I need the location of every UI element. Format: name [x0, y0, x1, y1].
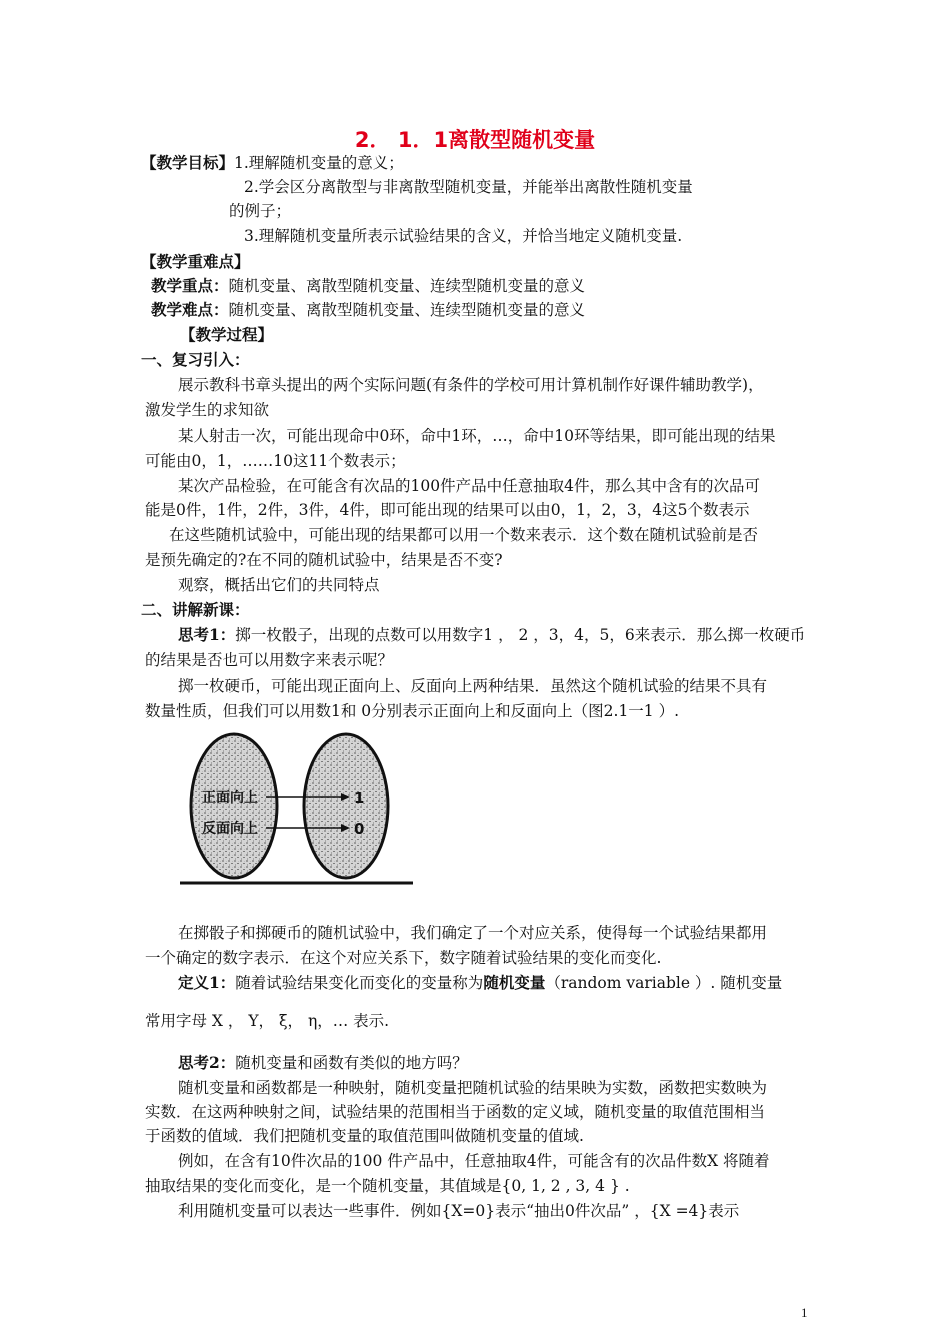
- paragraph: 观察，概括出它们的共同特点: [178, 576, 380, 594]
- paragraph: 掷一枚硬币，可能出现正面向上、反面向上两种结果．虽然这个随机试验的结果不具有: [178, 677, 768, 695]
- paragraph: 例如，在含有10件次品的100 件产品中，任意抽取4件，可能含有的次品件数X 将随着: [178, 1152, 770, 1170]
- focus-label: 教学重点：: [151, 276, 229, 295]
- paragraph: 能是0件，1件，2件，3件，4件，即可能出现的结果可以由0，1，2，3，4这5个数表示: [145, 501, 750, 519]
- focus-line: [151, 275, 585, 297]
- think1-line: [178, 624, 805, 646]
- outcome-ellipse: [191, 734, 277, 878]
- paragraph: 实数．在这两种映射之间，试验结果的范围相当于函数的定义域，随机变量的取值范围相当: [145, 1103, 766, 1121]
- objective-2a: 2.学会区分离散型与非离散型随机变量，并能举出离散性随机变量: [244, 178, 693, 196]
- difficulty-text: 随机变量、离散型随机变量、连续型随机变量的意义: [228, 301, 586, 319]
- paragraph: 随机变量和函数都是一种映射，随机变量把随机试验的结果映为实数，函数把实数映为: [178, 1079, 768, 1097]
- paragraph: 展示教科书章头提出的两个实际问题(有条件的学校可用计算机制作好课件辅助教学)，: [178, 376, 764, 394]
- paragraph: 抽取结果的变化而变化，是一个随机变量，其值域是{0, 1, 2 , 3, 4 } .: [145, 1177, 630, 1195]
- paragraph: 在掷骰子和掷硬币的随机试验中，我们确定了一个对应关系，使得每一个试验结果都用: [178, 924, 768, 942]
- paragraph: 的结果是否也可以用数字来表示呢？: [145, 651, 394, 669]
- paragraph: 某次产品检验，在可能含有次品的100件产品中任意抽取4件，那么其中含有的次品可: [178, 477, 760, 495]
- objectives-heading: 【教学目标】: [141, 153, 235, 172]
- focus-text: 随机变量、离散型随机变量、连续型随机变量的意义: [228, 277, 586, 295]
- paragraph: 利用随机变量可以表达一些事件．例如{X=0}表示“抽出0件次品” ，{X =4}表示: [178, 1202, 740, 1220]
- think2-label: 思考2：: [178, 1053, 236, 1072]
- think2-line: [178, 1052, 468, 1074]
- objective-3: 3.理解随机变量所表示试验结果的含义，并恰当地定义随机变量.: [244, 227, 683, 245]
- def1-term: 随机变量: [483, 973, 546, 992]
- process-heading: 【教学过程】: [180, 325, 274, 344]
- section1-heading: 一、复习引入：: [141, 350, 250, 369]
- paragraph: 常用字母 X ， Y， ξ， η，… 表示.: [145, 1012, 390, 1030]
- number-ellipse: [304, 734, 388, 878]
- objectives-line: [141, 152, 404, 174]
- def1-label: 定义1：: [178, 973, 236, 992]
- definition-1-line: [178, 972, 782, 994]
- difficulty-line: [151, 299, 585, 321]
- value-zero: 0: [354, 820, 365, 838]
- paragraph: 某人射击一次，可能出现命中0环，命中1环，…，命中10环等结果，即可能出现的结果: [178, 427, 776, 445]
- heads-label: 正面向上: [202, 790, 258, 806]
- think2-text: 随机变量和函数有类似的地方吗？: [235, 1054, 468, 1072]
- think1-label: 思考1：: [178, 625, 236, 644]
- paragraph: 数量性质，但我们可以用数1和 0分别表示正面向上和反面向上（图2.1一1 ）.: [145, 702, 680, 720]
- coin-mapping-figure: [180, 728, 420, 888]
- paragraph: 是预先确定的?在不同的随机试验中，结果是否不变?: [145, 551, 503, 569]
- page-title: 2． 1．1离散型随机变量: [354, 128, 596, 152]
- value-one: 1: [354, 789, 365, 807]
- paragraph: 可能由0，1，……10这11个数表示；: [145, 452, 406, 470]
- difficulty-label: 教学难点：: [151, 300, 229, 319]
- paragraph: 于函数的值域．我们把随机变量的取值范围叫做随机变量的值域.: [145, 1127, 584, 1145]
- section2-heading: 二、讲解新课：: [141, 600, 250, 619]
- page-number: 1: [801, 1305, 808, 1320]
- keypoints-heading: 【教学重难点】: [141, 252, 250, 271]
- def1-post: （random variable ）. 随机变量: [545, 974, 783, 992]
- paragraph: 一个确定的数字表示．在这个对应关系下，数字随着试验结果的变化而变化.: [145, 949, 662, 967]
- think1-text: 掷一枚骰子，出现的点数可以用数字1 ， 2 ，3，4，5，6来表示．那么掷一枚硬币: [235, 626, 806, 644]
- paragraph: 在这些随机试验中，可能出现的结果都可以用一个数来表示．这个数在随机试验前是否: [169, 526, 759, 544]
- def1-pre: 随着试验结果变化而变化的变量称为: [235, 974, 484, 992]
- objective-2b: 的例子；: [229, 202, 292, 220]
- tails-label: 反面向上: [202, 821, 258, 837]
- objective-1: 1.理解随机变量的意义；: [234, 154, 404, 172]
- paragraph: 激发学生的求知欲: [145, 401, 270, 419]
